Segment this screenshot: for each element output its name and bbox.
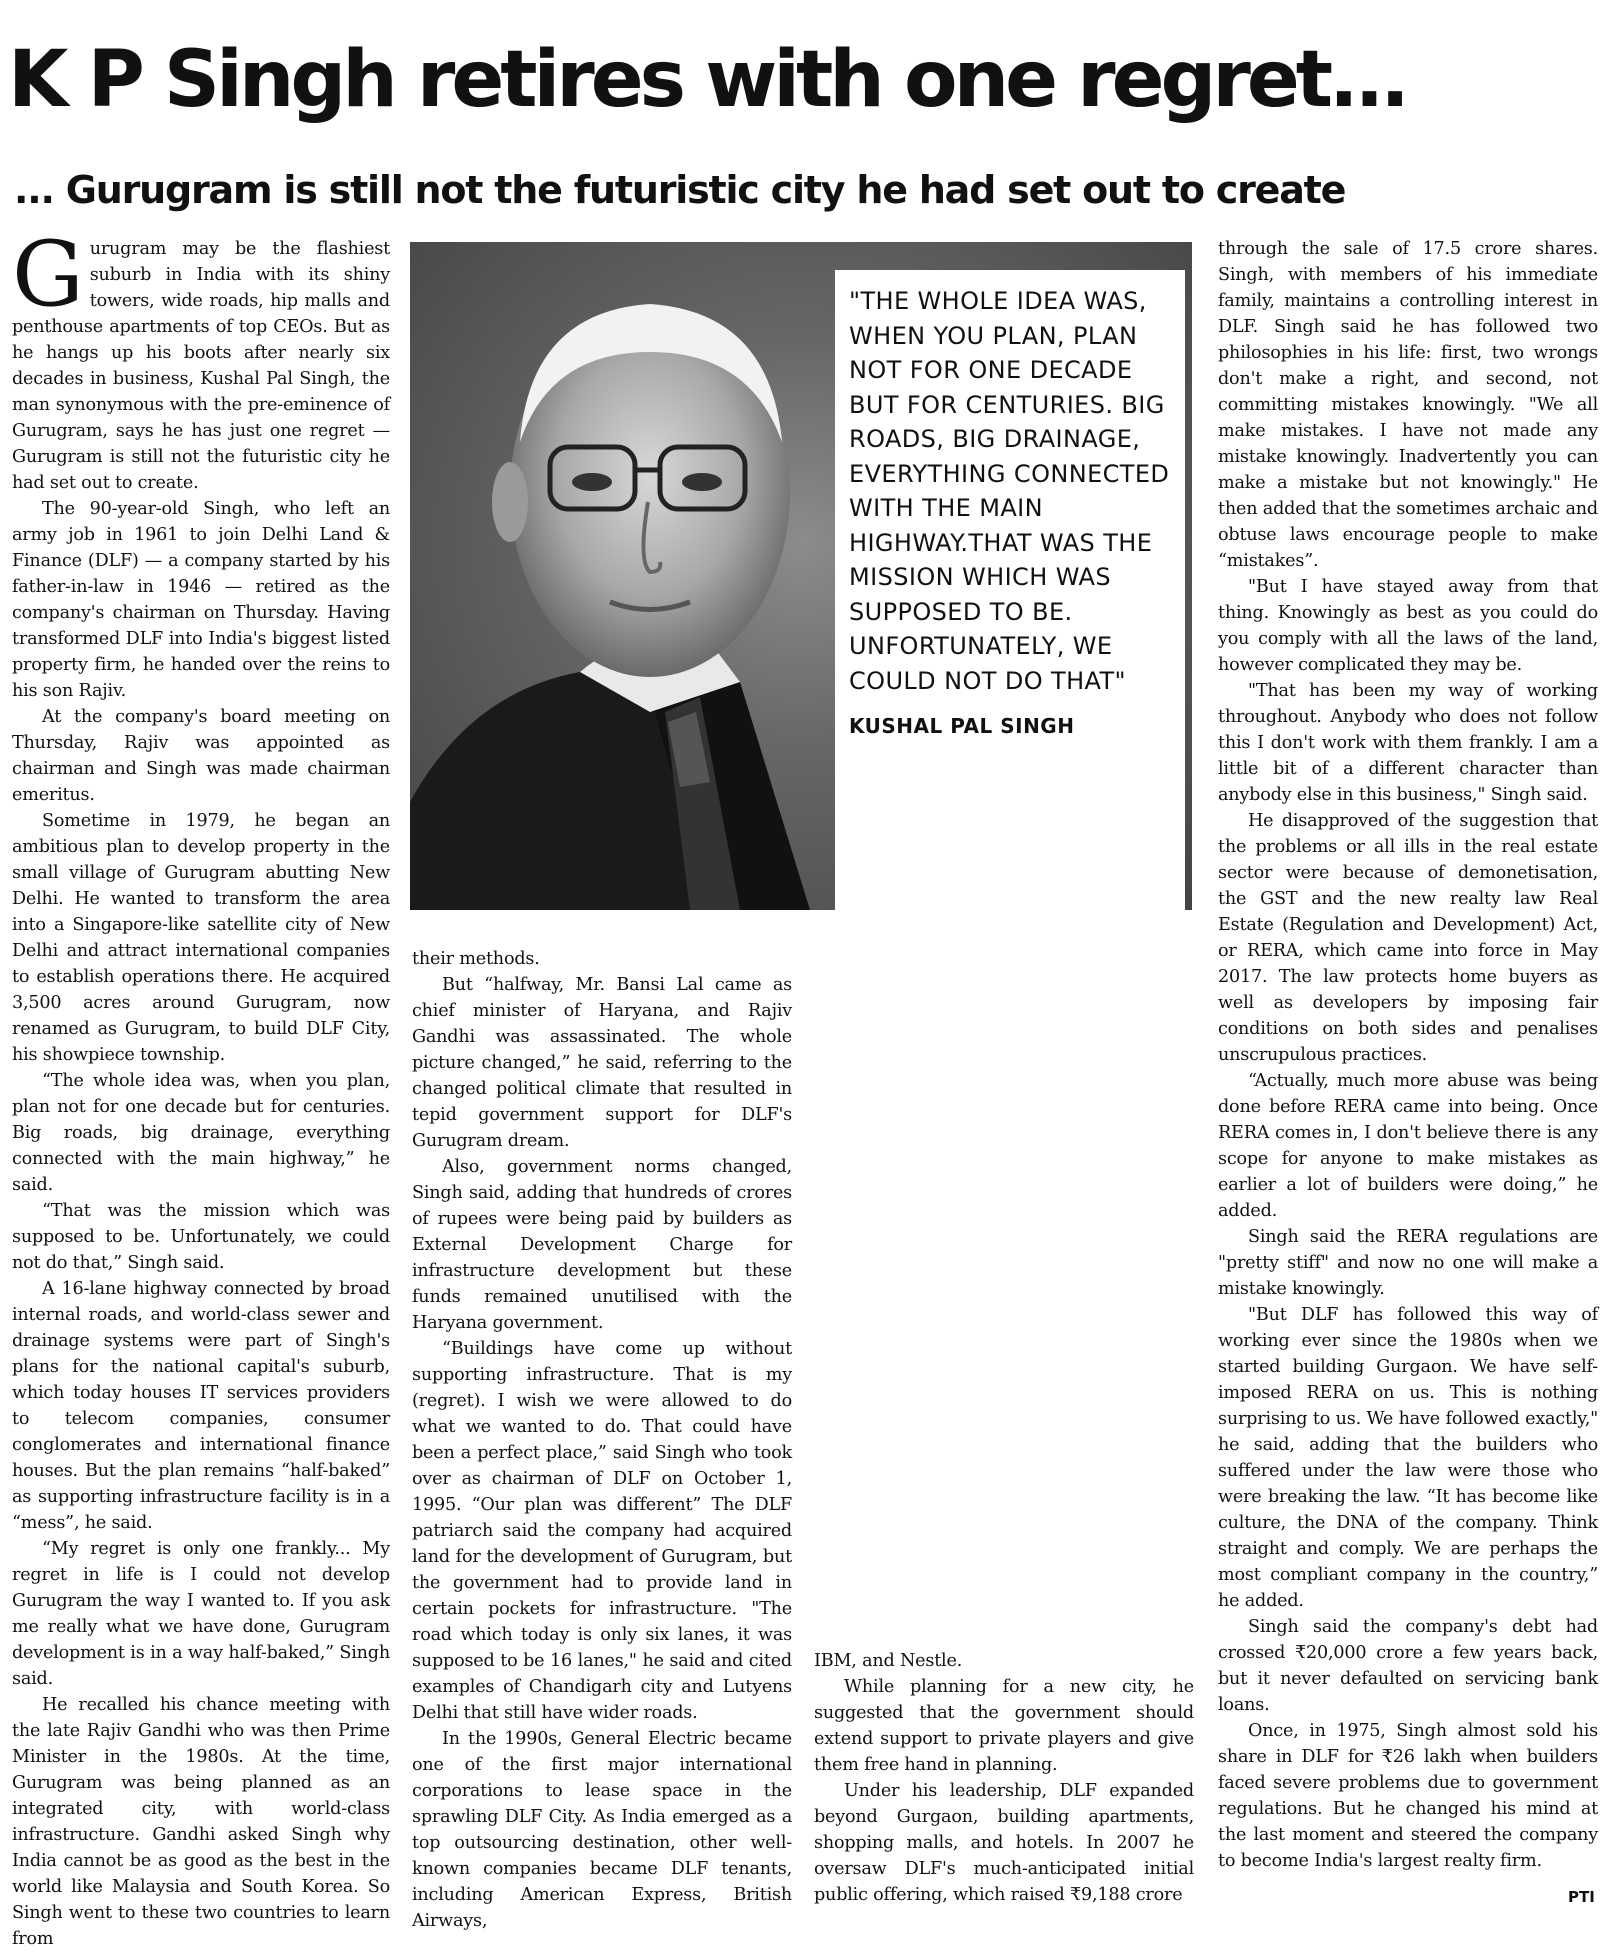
paragraph: "That has been my way of working throughout. Anybody who does not follow this I don't work with them frankly. I am a little bit of a different character than anybody else in this business," Singh said. [1218,681,1598,805]
paragraph: “The whole idea was, when you plan, plan not for one decade but for centuries. Big roads, big drainage, everything connected with the main highway,” he said. [12,1071,390,1195]
subheadline: ... Gurugram is still not the futuristic city he had set out to create [14,168,1346,212]
paragraph: Gurugram may be the flashiest suburb in India with its shiny towers, wide roads, hip malls and penthouse apartments of top CEOs. But as he hangs up his boots after nearly six decades in business, Kushal Pal Singh, the man synonymous with the pre-eminence of Gurugram, says he has just one regret — Gurugram is still not the futuristic city he had set out to create. [12,222,390,493]
pull-quote-text: "THE WHOLE IDEA WAS, WHEN YOU PLAN, PLAN NOT FOR ONE DECADE BUT FOR CENTURIES. BIG ROADS, BIG DRAINAGE, EVERYTHING CONNECTED WITH THE MAIN HIGHWAY.THAT WAS THE MISSION WHICH WAS SUPPOSED TO BE. UNFORTUNATELY, WE COULD NOT DO THAT" [849,287,1170,695]
paragraph: He disapproved of the suggestion that the problems or all ills in the real estate sector were because of demonetisation, the GST and the new realty law Real Estate (Regulation and Development) Act, or RERA, which came into force in May 2017. The law protects home buyers as well as developers by imposing fair conditions on both sides and penalises unscrupulous practices. [1218,811,1598,1065]
paragraph: Once, in 1975, Singh almost sold his share in DLF for ₹26 lakh when builders faced severe problems due to government regulations. But he changed his mind at the last moment and steered the company to become India's largest realty firm. [1218,1721,1598,1871]
article-column-4 [1218,236,1598,1910]
paragraph: “My regret is only one frankly... My regret in life is I could not develop Gurugram the way I wanted to. If you ask me really what we have done, Gurugram development is in a way half-baked,” Singh said. [12,1539,390,1689]
paragraph: “Actually, much more abuse was being done before RERA came into being. Once RERA comes in, I don't believe there is any scope for anyone to make mistakes as earlier a lot of builders were doing,” he added. [1218,1071,1598,1221]
paragraph: Singh said the company's debt had crossed ₹20,000 crore a few years back, but it never defaulted on servicing bank loans. [1218,1617,1598,1715]
article-column-2 [412,946,792,1931]
headline: K P Singh retires with one regret... [8,35,1406,125]
pull-quote [835,270,1185,980]
agency-credit: PTI [1568,1888,1595,1906]
paragraph: “Buildings have come up without supporting infrastructure. That is my (regret). I wish we were allowed to do what we wanted to do. That could have been a perfect place,” said Singh who took over as chairman of DLF on October 1, 1995. “Our plan was different” The DLF patriarch said the company had acquired land for the development of Gurugram, but the government had to provide land in certain pockets for infrastructure. "The road which today is only six lanes, it was supposed to be 16 lanes," he said and cited examples of Chandigarh city and Lutyens Delhi that still have wider roads. [412,1339,792,1723]
paragraph: He recalled his chance meeting with the late Rajiv Gandhi who was then Prime Minister in the 1980s. At the time, Gurugram was being planned as an integrated city, with world-class infrastructure. Gandhi asked Singh why India cannot be as good as the best in the world like Malaysia and South Korea. So Singh went to these two countries to learn from [12,1695,390,1949]
article-column-3 [814,1648,1194,1910]
paragraph: Sometime in 1979, he began an ambitious plan to develop property in the small village of Gurugram abutting New Delhi. He wanted to transform the area into a Singapore-like satellite city of New Delhi and attract international companies to establish operations there. He acquired 3,500 acres around Gurugram, now renamed as Gurugram, to build DLF City, his showpiece township. [12,811,390,1065]
drop-cap: G [12,222,84,327]
paragraph: Also, government norms changed, Singh said, adding that hundreds of crores of rupees were being paid by builders as External Development Charge for infrastructure development but these funds remained unutilised with the Haryana government. [412,1157,792,1333]
paragraph: through the sale of 17.5 crore shares. Singh, with members of his immediate family, maintains a controlling interest in DLF. Singh said he has followed two philosophies in his life: first, two wrongs don't make a right, and second, not committing mistakes knowingly. "We all make mistakes. I have not made any mistake knowingly. Inadvertently you can make a mistake but not knowingly." He then added that the sometimes archaic and obtuse laws encourage people to make “mistakes”. [1218,239,1598,571]
paragraph: Singh said the RERA regulations are "pretty stiff" and now no one will make a mistake knowingly. [1218,1227,1598,1299]
paragraph: A 16-lane highway connected by broad internal roads, and world-class sewer and drainage systems were part of Singh's plans for the national capital's suburb, which today houses IT services providers to telecom companies, consumer conglomerates and international finance houses. But the plan remains “half-baked” as supporting infrastructure facility is in a “mess”, he said. [12,1279,390,1533]
paragraph: But “halfway, Mr. Bansi Lal came as chief minister of Haryana, and Rajiv Gandhi was assassinated. The whole picture changed,” he said, referring to the changed political climate that resulted in tepid government support for DLF's Gurugram dream. [412,975,792,1151]
photo-with-pull-quote [410,242,1192,910]
paragraph: IBM, and Nestle. [814,1651,963,1671]
paragraph: The 90-year-old Singh, who left an army job in 1961 to join Delhi Land & Finance (DLF) — a company started by his father-in-law in 1946 — retired as the company's chairman on Thursday. Having transformed DLF into India's biggest listed property firm, he handed over the reins to his son Rajiv. [12,499,390,701]
article-column-1 [12,222,390,1949]
paragraph: While planning for a new city, he suggested that the government should extend support to private players and give them free hand in planning. [814,1677,1194,1775]
paragraph: In the 1990s, General Electric became one of the first major international corporations to lease space in the sprawling DLF City. As India emerged as a top outsourcing destination, other well-known companies became DLF tenants, including American Express, British Airways, [412,1729,792,1931]
paragraph: "But I have stayed away from that thing. Knowingly as best as you could do you comply with all the laws of the land, however complicated they may be. [1218,577,1598,675]
paragraph: their methods. [412,949,540,969]
paragraph: “That was the mission which was supposed to be. Unfortunately, we could not do that,” Singh said. [12,1201,390,1273]
paragraph: Under his leadership, DLF expanded beyond Gurgaon, building apartments, shopping malls, and hotels. In 2007 he oversaw DLF's much-anticipated initial public offering, which raised ₹9,188 crore [814,1781,1194,1905]
paragraph: "But DLF has followed this way of working ever since the 1980s when we started building Gurgaon. We have self-imposed RERA on us. This is nothing surprising to us. We have followed exactly," he said, adding that the builders who suffered under the law were those who were breaking the law. “It has become like culture, the DNA of the company. Think straight and comply. We are perhaps the most compliant company in the country,” he added. [1218,1305,1598,1611]
paragraph: At the company's board meeting on Thursday, Rajiv was appointed as chairman and Singh was made chairman emeritus. [12,707,390,805]
pull-quote-author: KUSHAL PAL SINGH [849,714,1075,738]
